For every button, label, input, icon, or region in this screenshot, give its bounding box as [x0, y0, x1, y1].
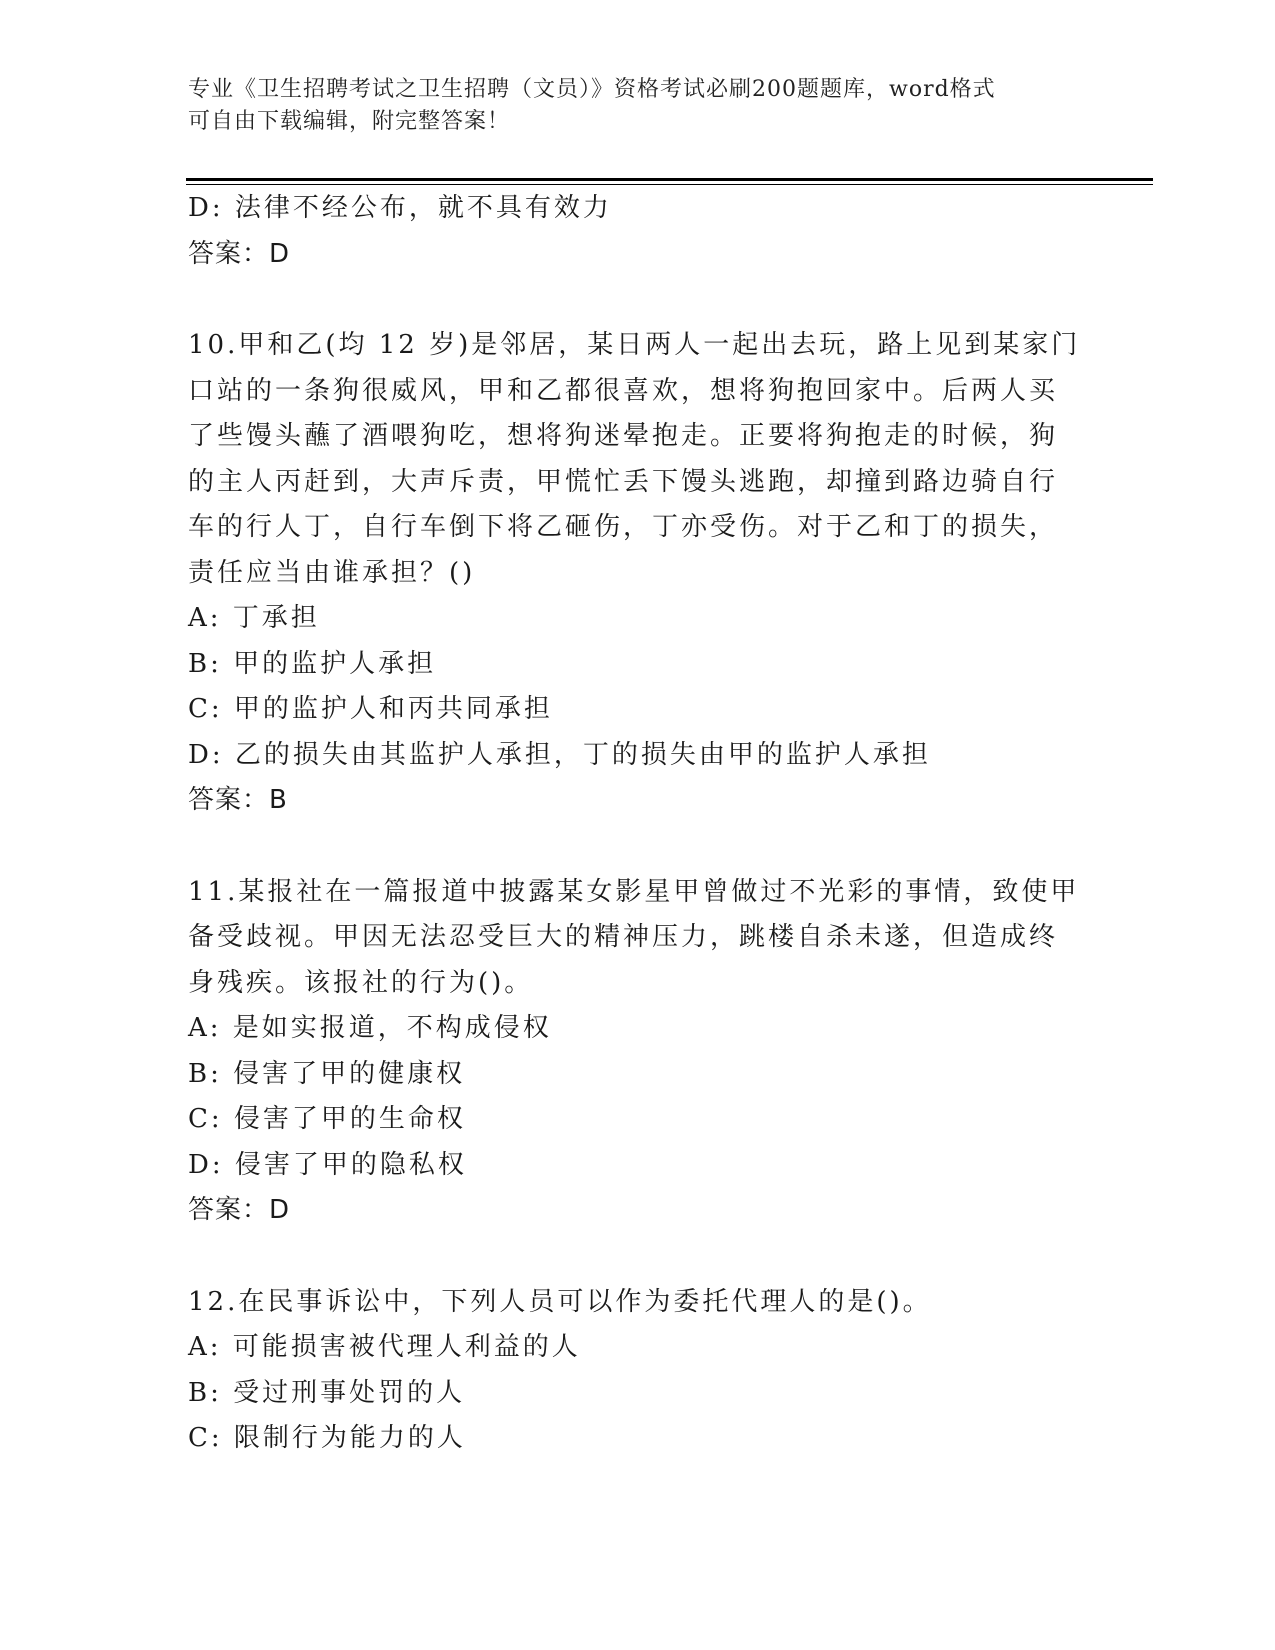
option-a: A: 是如实报道，不构成侵权 [188, 1013, 552, 1043]
question-9 [188, 186, 1088, 277]
question-text-line: 口站的一条狗很威风，甲和乙都很喜欢，想将狗抱回家中。后两人买 [188, 375, 1059, 406]
option-d: D: 侵害了甲的隐私权 [188, 1149, 467, 1180]
page-header [188, 74, 1068, 138]
question-text-line: 12.在民事诉讼中，下列人员可以作为委托代理人的是()。 [188, 1286, 932, 1317]
header-divider-thick [186, 178, 1153, 181]
option-c: C: 甲的监护人和丙共同承担 [188, 694, 553, 724]
question-11 [188, 870, 1088, 1234]
document-body [188, 186, 1088, 1462]
spacer [188, 277, 1088, 323]
header-line-2: 可自由下载编辑，附完整答案！ [188, 109, 511, 134]
question-text-line: 了些馒头蘸了酒喂狗吃，想将狗迷晕抱走。正要将狗抱走的时候，狗 [188, 421, 1059, 451]
question-text-line: 的主人丙赶到，大声斥责，甲慌忙丢下馒头逃跑，却撞到路边骑自行 [188, 466, 1059, 497]
spacer [188, 824, 1088, 870]
option-a: A: 丁承担 [188, 603, 320, 633]
option-b: B: 甲的监护人承担 [188, 648, 437, 679]
question-12 [188, 1280, 1088, 1462]
question-text-line: 11.某报社在一篇报道中披露某女影星甲曾做过不光彩的事情，致使甲 [188, 876, 1080, 907]
question-10 [188, 323, 1088, 824]
option-a: A: 可能损害被代理人利益的人 [188, 1332, 581, 1362]
question-text-line: 备受歧视。甲因无法忍受巨大的精神压力，跳楼自杀未遂，但造成终 [188, 922, 1059, 952]
answer: 答案：B [188, 785, 288, 815]
header-line-1: 专业《卫生招聘考试之卫生招聘（文员）》资格考试必刷200题题库，word格式 [188, 77, 996, 102]
question-text-line: 车的行人丁，自行车倒下将乙砸伤，丁亦受伤。对于乙和丁的损失， [188, 512, 1059, 542]
option-b: B: 受过刑事处罚的人 [188, 1377, 466, 1408]
answer: 答案：D [188, 238, 291, 269]
option-d: D: 法律不经公布，就不具有效力 [188, 193, 612, 223]
question-text-line: 10.甲和乙(均 12 岁)是邻居，某日两人一起出去玩，路上见到某家门 [188, 330, 1081, 360]
header-divider-thin [186, 184, 1153, 185]
question-text-line: 身残疾。该报社的行为()。 [188, 967, 534, 998]
option-d: D: 乙的损失由其监护人承担，丁的损失由甲的监护人承担 [188, 739, 931, 770]
spacer [188, 1234, 1088, 1280]
option-b: B: 侵害了甲的健康权 [188, 1058, 466, 1089]
answer: 答案：D [188, 1195, 291, 1225]
question-text-line: 责任应当由谁承担？() [188, 557, 476, 588]
option-c: C: 侵害了甲的生命权 [188, 1104, 466, 1134]
option-c: C: 限制行为能力的人 [188, 1423, 466, 1453]
